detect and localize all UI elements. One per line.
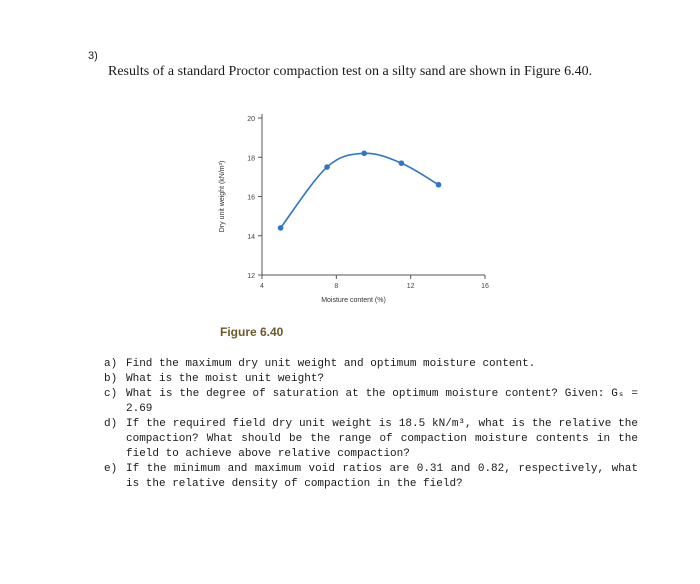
question-text: What is the degree of saturation at the optimum moisture content? Given: Gₛ = 2.69	[126, 388, 638, 415]
question-label: c)	[104, 388, 118, 400]
compaction-chart	[200, 100, 500, 325]
x-tick-label: 8	[334, 283, 339, 290]
question-label: a)	[104, 358, 118, 370]
question-text: What is the moist unit weight?	[126, 373, 325, 385]
x-tick-label: 12	[406, 283, 415, 290]
compaction-chart-svg	[200, 100, 500, 325]
compaction-curve	[281, 153, 439, 228]
y-axis-label: Dry unit weight (kN/m³)	[219, 160, 226, 233]
question-item	[104, 417, 638, 462]
data-point	[324, 164, 330, 170]
data-point	[361, 151, 367, 157]
question-item	[104, 357, 638, 372]
y-tick-label: 14	[247, 233, 255, 241]
question-text: If the required field dry unit weight is 18.5 kN/m³, what is the relative the compaction? What should be the range of compaction moisture contents in the field to achieve above relative compaction?	[126, 418, 638, 460]
data-point	[278, 225, 284, 231]
y-tick-label: 20	[247, 116, 255, 123]
x-axis-label: Moisture content (%)	[321, 297, 386, 304]
data-point	[436, 182, 442, 188]
question-text: Find the maximum dry unit weight and optimum moisture content.	[126, 358, 536, 370]
x-tick-label: 16	[481, 283, 489, 290]
question-item	[104, 462, 638, 492]
question-label: e)	[104, 463, 118, 475]
problem-number: 3)	[88, 50, 98, 62]
data-point	[399, 160, 405, 166]
x-tick-label: 4	[260, 283, 264, 290]
question-item	[104, 387, 638, 417]
question-list	[104, 357, 638, 492]
question-label: d)	[104, 418, 118, 430]
y-tick-label: 18	[247, 155, 255, 163]
question-text: If the minimum and maximum void ratios are 0.31 and 0.82, respectively, what is the relative density of compaction in the field?	[126, 463, 638, 490]
question-item	[104, 372, 638, 387]
problem-intro: Results of a standard Proctor compaction test on a silty sand are shown in Figure 6.40.	[108, 64, 593, 79]
question-label: b)	[104, 373, 118, 385]
figure-caption: Figure 6.40	[220, 325, 284, 339]
y-tick-label: 16	[247, 194, 255, 202]
y-tick-label: 12	[247, 273, 255, 280]
